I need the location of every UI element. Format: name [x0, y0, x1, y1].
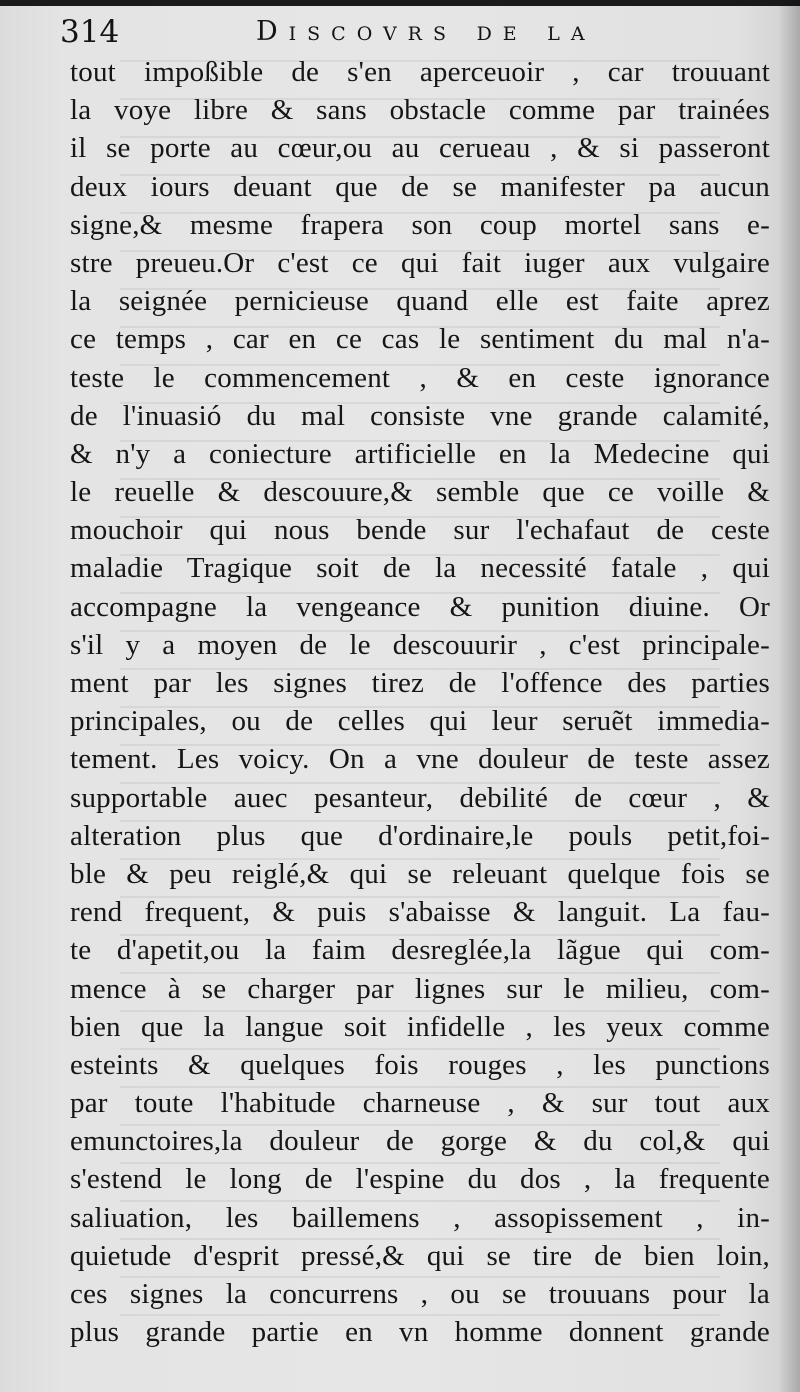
text-line: mence à se charger par lignes sur le milieu, com-: [70, 972, 770, 1005]
text-line: la seignée pernicieuse quand elle est faite aprez: [70, 285, 770, 318]
text-line: ces signes la concurrens , ou se trouuans pour la: [70, 1278, 770, 1310]
text-line: la voye libre & sans obstacle comme par trainées: [70, 94, 770, 127]
text-line: accompagne la vengeance & punition diuine. Or: [70, 590, 770, 623]
text-line: deux iours deuant que de se manifester pa aucun: [70, 170, 770, 203]
running-head: Discovrs de la: [256, 16, 596, 47]
text-line: il se porte au cœur,ou au cerueau , & si passeront: [70, 132, 770, 165]
text-line: stre preueu.Or c'est ce qui fait iuger aux vulgaire: [70, 246, 770, 279]
text-line: emunctoires,la douleur de gorge & du col,& qui: [70, 1125, 770, 1158]
text-line: alteration plus que d'ordinaire,le pouls petit,foi-: [70, 819, 770, 852]
text-line: tout impoßible de s'en aperceuoir , car trouuant: [70, 56, 770, 88]
text-line: te d'apetit,ou la faim desreglée,la lãgue qui com-: [70, 934, 770, 967]
text-line: par toute l'habitude charneuse , & sur tout aux: [70, 1087, 770, 1120]
text-line: ce temps , car en ce cas le sentiment du mal n'a-: [70, 323, 770, 356]
text-line: s'estend le long de l'espine du dos , la frequente: [70, 1163, 770, 1196]
body-text: [70, 53, 770, 1351]
text-line: s'il y a moyen de le descouurir , c'est principale-: [70, 628, 770, 661]
page-number: 314: [60, 14, 120, 50]
text-line: bien que la langue soit infidelle , les yeux comme: [70, 1010, 770, 1043]
text-line: ment par les signes tirez de l'offence des parties: [70, 667, 770, 699]
text-line: ble & peu reiglé,& qui se releuant quelque fois se: [70, 857, 770, 890]
text-line: tement. Les voicy. On a vne douleur de teste assez: [70, 743, 770, 776]
page-header: [60, 12, 760, 52]
text-line: mouchoir qui nous bende sur l'echafaut de ceste: [70, 514, 770, 547]
text-line: le reuelle & descouure,& semble que ce voille &: [70, 476, 770, 509]
text-line: quietude d'esprit pressé,& qui se tire de bien loin,: [70, 1239, 770, 1272]
text-line: esteints & quelques fois rouges , les punctions: [70, 1048, 770, 1081]
text-line: de l'inuasió du mal consiste vne grande calamité,: [70, 399, 770, 432]
text-line: rend frequent, & puis s'abaisse & languit. La fau-: [70, 896, 770, 929]
text-line: supportable auec pesanteur, debilité de cœur , &: [70, 781, 770, 814]
gutter-shadow: [778, 0, 800, 1392]
text-line: teste le commencement , & en ceste ignorance: [70, 361, 770, 394]
text-line: maladie Tragique soit de la necessité fatale , qui: [70, 552, 770, 585]
text-line: plus grande partie en vn homme donnent grande: [70, 1316, 770, 1349]
text-line: & n'y a coniecture artificielle en la Medecine qui: [70, 437, 770, 470]
text-line: principales, ou de celles qui leur seruẽt immedia-: [70, 705, 770, 738]
text-line: signe,& mesme frapera son coup mortel sans e-: [70, 208, 770, 241]
text-line: saliuation, les baillemens , assopissement , in-: [70, 1201, 770, 1234]
page-top-edge: [0, 0, 800, 6]
